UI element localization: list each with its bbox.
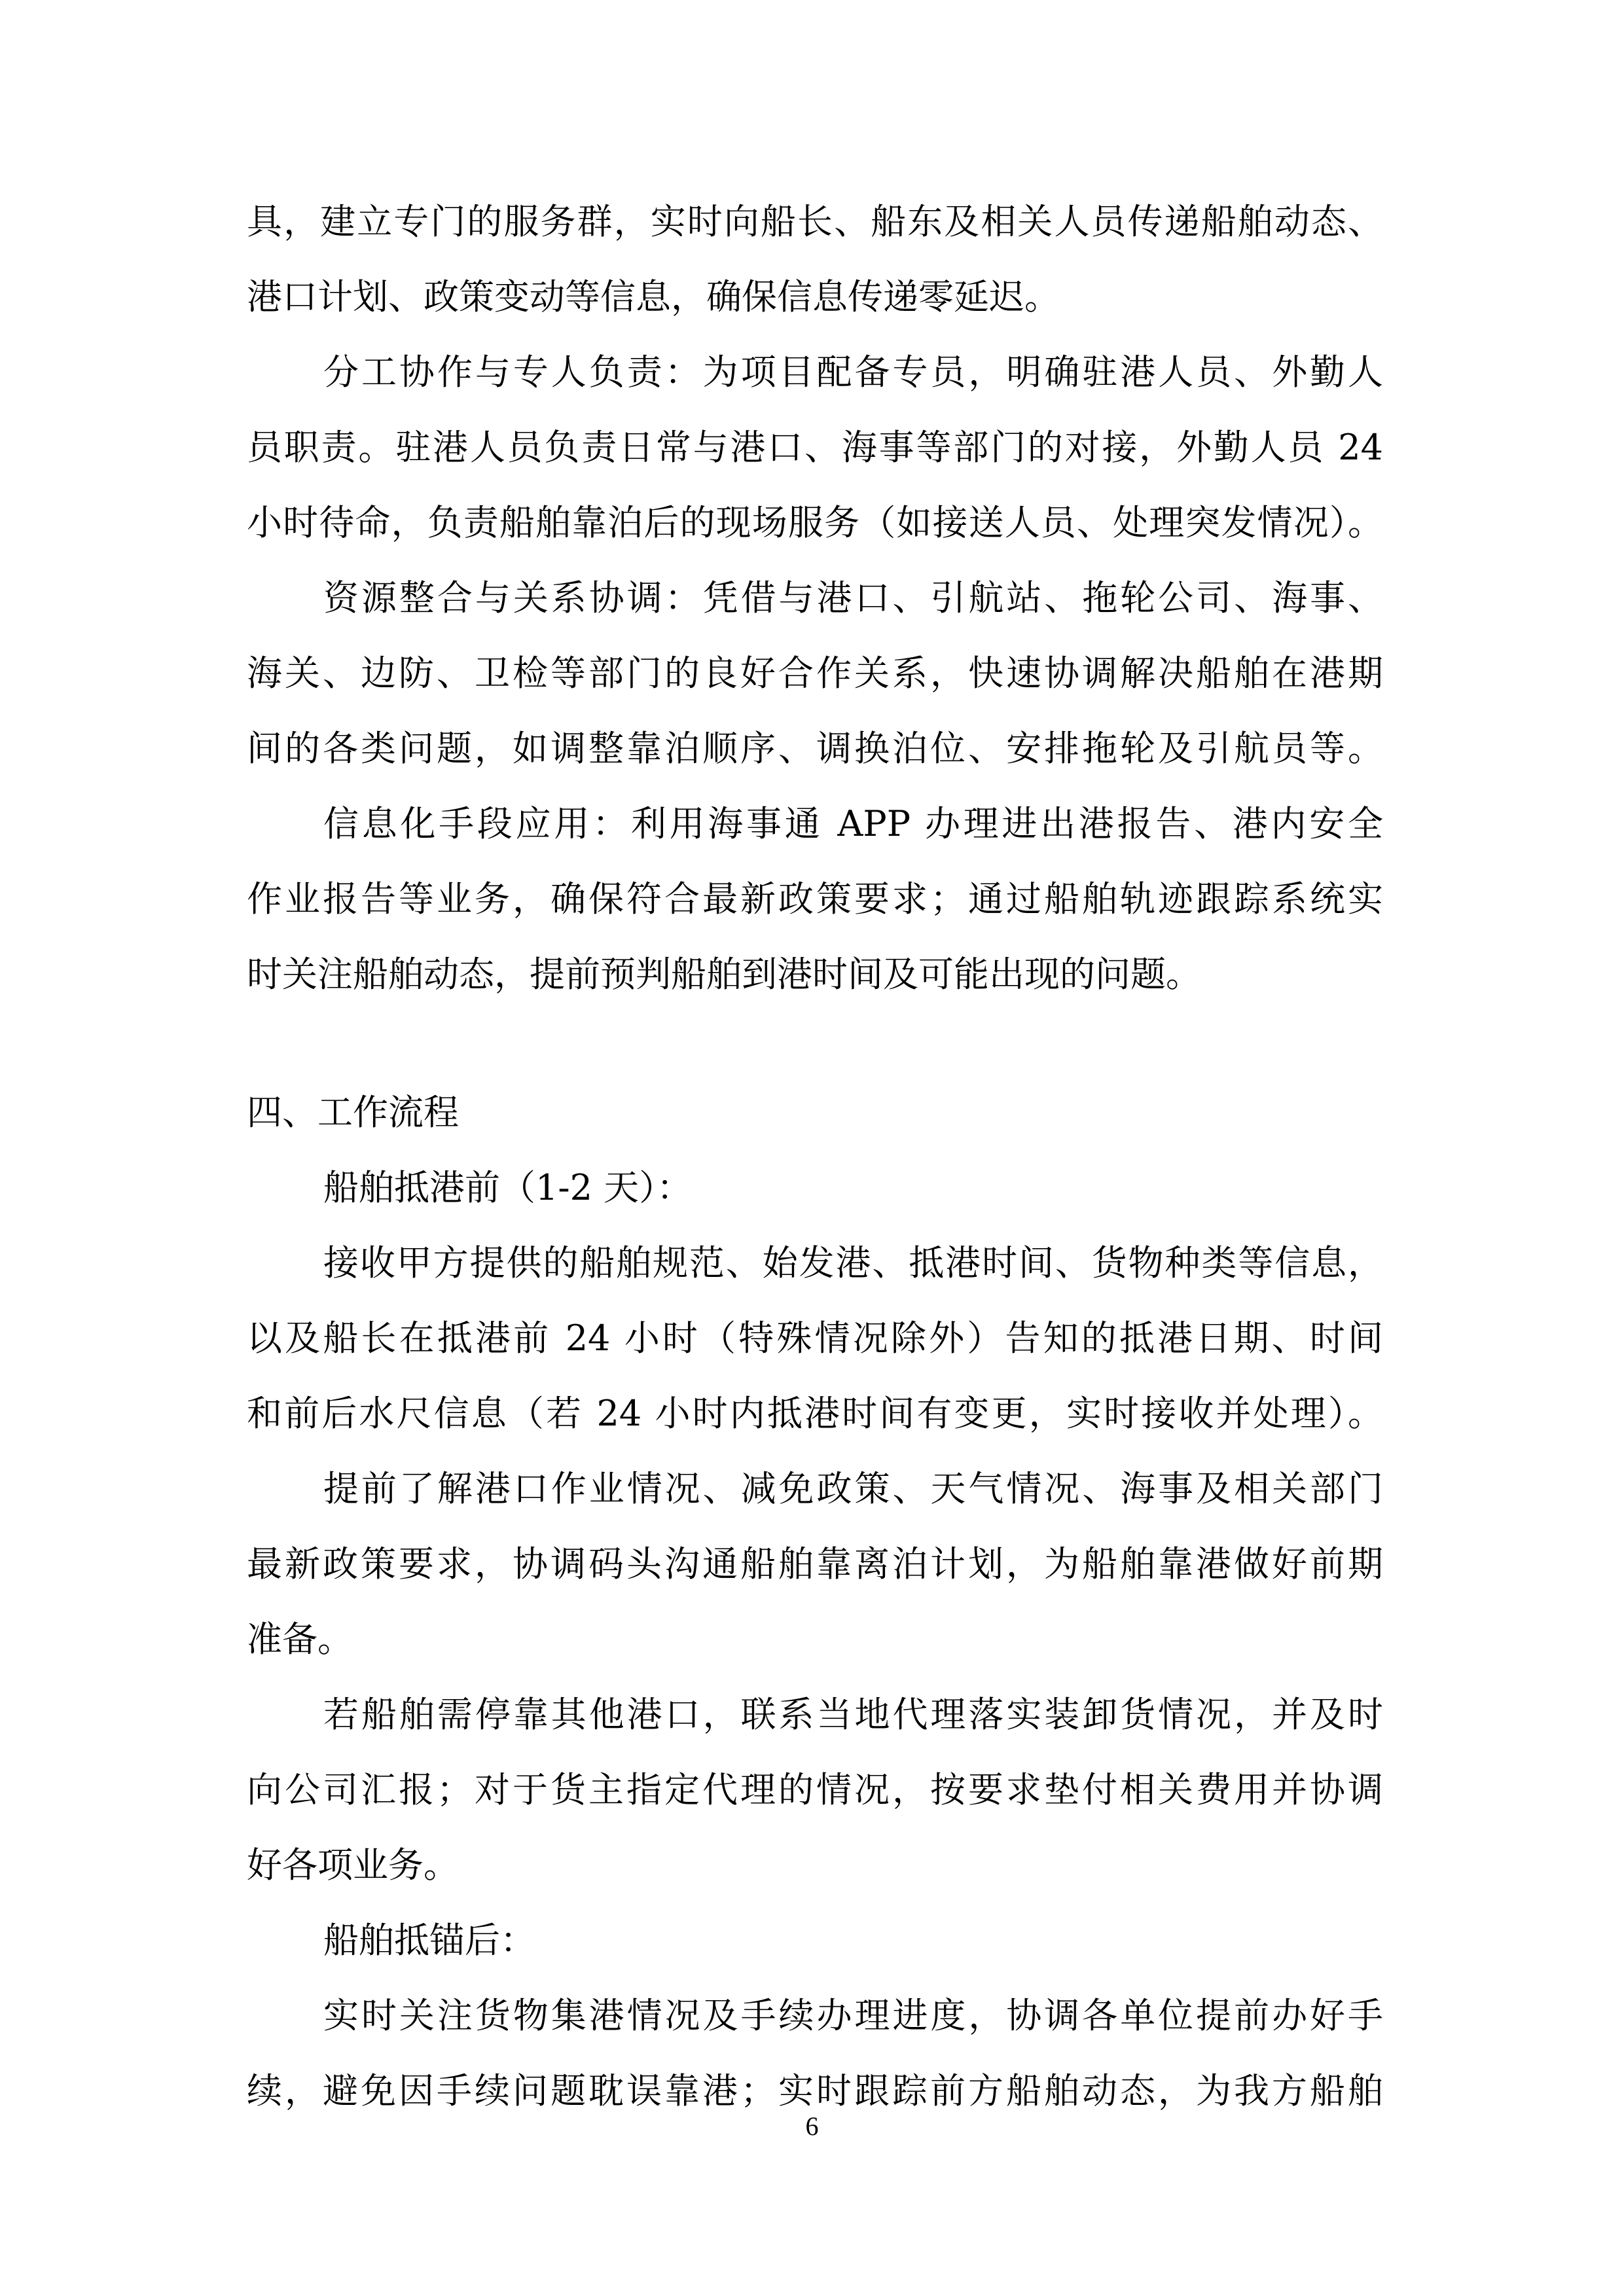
paragraph-line: 好各项业务。 <box>247 1844 459 1886</box>
paragraph-line: 信息化手段应用：利用海事通 APP 办理进出港报告、港内安全 <box>323 803 1383 844</box>
section-gap <box>247 1012 1383 1075</box>
paragraph-line: 港口计划、政策变动等信息，确保信息传递零延迟。 <box>247 276 1060 317</box>
paragraph-line: 时关注船舶动态，提前预判船舶到港时间及可能出现的问题。 <box>247 954 1201 995</box>
paragraph-line: 准备。 <box>247 1619 353 1660</box>
paragraph-line: 间的各类问题，如调整靠泊顺序、调换泊位、安排拖轮及引航员等。 <box>247 728 1383 769</box>
paragraph-line: 分工协作与专人负责：为项目配备专员，明确驻港人员、外勤人 <box>323 351 1383 393</box>
paragraph-line: 作业报告等业务，确保符合最新政策要求；通过船舶轨迹跟踪系统实 <box>247 878 1383 920</box>
paragraph-line: 提前了解港口作业情况、减免政策、天气情况、海事及相关部门 <box>323 1468 1383 1509</box>
section-heading: 四、工作流程 <box>247 1092 459 1133</box>
paragraph-line: 具，建立专门的服务群，实时向船长、船东及相关人员传递船舶动态、 <box>247 201 1383 242</box>
paragraph-line: 海关、边防、卫检等部门的良好合作关系，快速协调解决船舶在港期 <box>247 653 1383 694</box>
page-number: 6 <box>805 2111 819 2141</box>
paragraph-line: 最新政策要求，协调码头沟通船舶靠离泊计划，为船舶靠港做好前期 <box>247 1543 1383 1585</box>
paragraph-line: 以及船长在抵港前 24 小时（特殊情况除外）告知的抵港日期、时间 <box>247 1318 1383 1359</box>
paragraph-line: 向公司汇报；对于货主指定代理的情况，按要求垫付相关费用并协调 <box>247 1769 1383 1810</box>
paragraph-line: 实时关注货物集港情况及手续办理进度，协调各单位提前办好手 <box>323 1995 1383 2036</box>
paragraph-line: 小时待命，负责船舶靠泊后的现场服务（如接送人员、处理突发情况）。 <box>247 502 1383 543</box>
paragraph-line: 接收甲方提供的船舶规范、始发港、抵港时间、货物种类等信息， <box>323 1242 1383 1283</box>
body-text <box>247 184 1383 2128</box>
paragraph-line: 若船舶需停靠其他港口，联系当地代理落实装卸货情况，并及时 <box>323 1694 1383 1735</box>
paragraph-line: 和前后水尺信息（若 24 小时内抵港时间有变更，实时接收并处理）。 <box>247 1393 1383 1434</box>
paragraph-line: 续，避免因手续问题耽误靠港；实时跟踪前方船舶动态，为我方船舶 <box>247 2070 1383 2111</box>
paragraph-line: 资源整合与关系协调：凭借与港口、引航站、拖轮公司、海事、 <box>323 577 1383 619</box>
paragraph-line: 员职责。驻港人员负责日常与港口、海事等部门的对接，外勤人员 24 <box>247 427 1383 468</box>
subheading: 船舶抵锚后： <box>323 1920 535 1961</box>
subheading: 船舶抵港前（1-2 天）： <box>323 1167 693 1208</box>
